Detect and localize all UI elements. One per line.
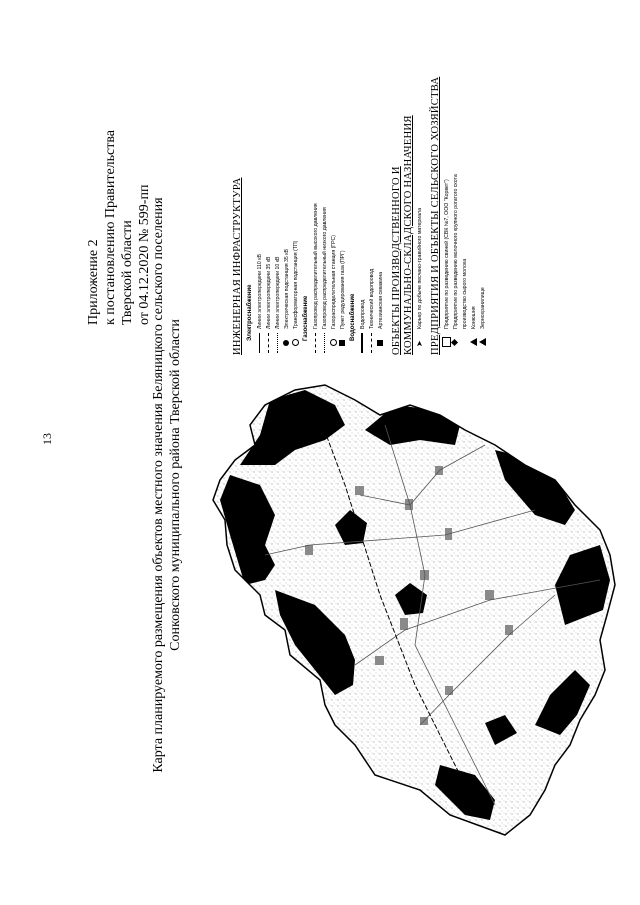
ring-icon bbox=[329, 329, 338, 355]
legend-subheading-gas: Газоснабжение bbox=[303, 295, 309, 341]
legend-heading-industrial: КОММУНАЛЬНО-СКЛАДСКОГО НАЗНАЧЕНИЯ bbox=[403, 115, 414, 355]
legend-item-label: Линии электропередачи 110 кВ bbox=[256, 254, 263, 329]
settlement-map bbox=[205, 375, 625, 845]
legend-item-label: производство сырого молока bbox=[461, 258, 468, 329]
legend-item-label: Зернохранилище bbox=[479, 287, 486, 329]
legend-item-label: Предприятие по разведению свиней (СВК №7, ООО "Корвет") bbox=[443, 179, 450, 329]
legend-item-label: Линии электропередачи 10 кВ bbox=[274, 256, 281, 329]
legend-item bbox=[264, 5, 273, 355]
legend-item-label: Газораспределительная станция (ГРС) bbox=[330, 235, 337, 329]
legend-item-label: Технический водопровод bbox=[368, 268, 375, 329]
legend-item-label: Предприятие по разведению молочного крупного рогатого скота bbox=[452, 174, 459, 329]
appendix-header bbox=[85, 130, 153, 325]
legend-item bbox=[442, 5, 451, 355]
legend-item bbox=[282, 5, 291, 355]
line-dotted-icon bbox=[273, 329, 282, 355]
legend-item-label: Трансформаторная подстанция (ТП) bbox=[292, 240, 299, 329]
line-dashed-icon bbox=[311, 329, 320, 355]
legend-item bbox=[273, 5, 282, 355]
legend-item bbox=[329, 5, 338, 355]
filled-circle-icon bbox=[282, 329, 291, 355]
legend-subheading-power: Электроснабжение bbox=[247, 284, 253, 341]
arrow-icon: ➤ bbox=[415, 340, 424, 347]
appendix-line: от 04.12.2020 № 599-пп bbox=[137, 184, 152, 325]
legend-item-label: Водопровод bbox=[359, 299, 366, 329]
legend-subheading-water: Водоснабжение bbox=[350, 293, 356, 341]
legend-item bbox=[376, 5, 385, 355]
appendix-line: Тверской области bbox=[120, 220, 135, 325]
ring-icon bbox=[291, 329, 300, 355]
legend-heading-industrial: ОБЪЕКТЫ ПРОИЗВОДСТВЕННОГО И bbox=[391, 166, 402, 355]
line-dotted-icon bbox=[320, 329, 329, 355]
map-title bbox=[150, 185, 184, 785]
appendix-line: к постановлению Правительства bbox=[103, 129, 118, 325]
filled-diamond-icon bbox=[451, 329, 460, 355]
line-solid-icon bbox=[358, 329, 367, 355]
appendix-line: Приложение 2 bbox=[86, 239, 101, 325]
filled-square-icon bbox=[338, 329, 347, 355]
map-title-line: Сонковского муниципального района Тверской области bbox=[168, 319, 183, 651]
filled-square-icon bbox=[376, 329, 385, 355]
legend-heading-engineering: ИНЖЕНЕРНАЯ ИНФРАСТРУКТУРА bbox=[232, 177, 243, 355]
filled-triangle-icon bbox=[478, 329, 487, 355]
legend-item bbox=[338, 5, 347, 355]
page-number: 13 bbox=[40, 433, 54, 445]
legend-item bbox=[320, 5, 329, 355]
legend-item bbox=[358, 5, 367, 355]
legend-item bbox=[469, 5, 478, 355]
legend-item bbox=[255, 5, 264, 355]
legend-item-label: Газопровод распределительный низкого давления bbox=[321, 207, 328, 329]
legend-item-label: Конюшня bbox=[470, 306, 477, 329]
legend-item bbox=[311, 5, 320, 355]
legend-item-label: Линии электропередачи 35 кВ bbox=[265, 256, 272, 329]
legend-item bbox=[415, 5, 424, 355]
legend-item bbox=[291, 5, 300, 355]
line-dashed-icon bbox=[264, 329, 273, 355]
legend-item-label: Электрическая подстанция 35 кВ bbox=[283, 249, 290, 329]
legend-item-label: Газопровод распределительный высокого давления bbox=[312, 203, 319, 329]
filled-triangle-icon bbox=[469, 329, 478, 355]
line-solid-icon bbox=[255, 329, 264, 355]
legend-item-label: Артезианская скважина bbox=[377, 271, 384, 329]
legend-item bbox=[451, 5, 460, 355]
legend-item bbox=[478, 5, 487, 355]
legend-item-label: Карьер по добыче песчано-гравийного материала bbox=[416, 208, 423, 329]
line-dashed-icon bbox=[367, 329, 376, 355]
map-legend bbox=[232, 5, 487, 355]
legend-item-label: Пункт редуцирования газа (ПРГ) bbox=[339, 250, 346, 329]
legend-item bbox=[460, 5, 469, 355]
legend-item bbox=[367, 5, 376, 355]
map-title-line: Карта планируемого размещения объектов местного значения Беляницкого сельского поселения bbox=[151, 197, 166, 773]
legend-heading-agriculture: ПРЕДПРИЯТИЯ И ОБЪЕКТЫ СЕЛЬСКОГО ХОЗЯЙСТВА bbox=[430, 76, 441, 355]
